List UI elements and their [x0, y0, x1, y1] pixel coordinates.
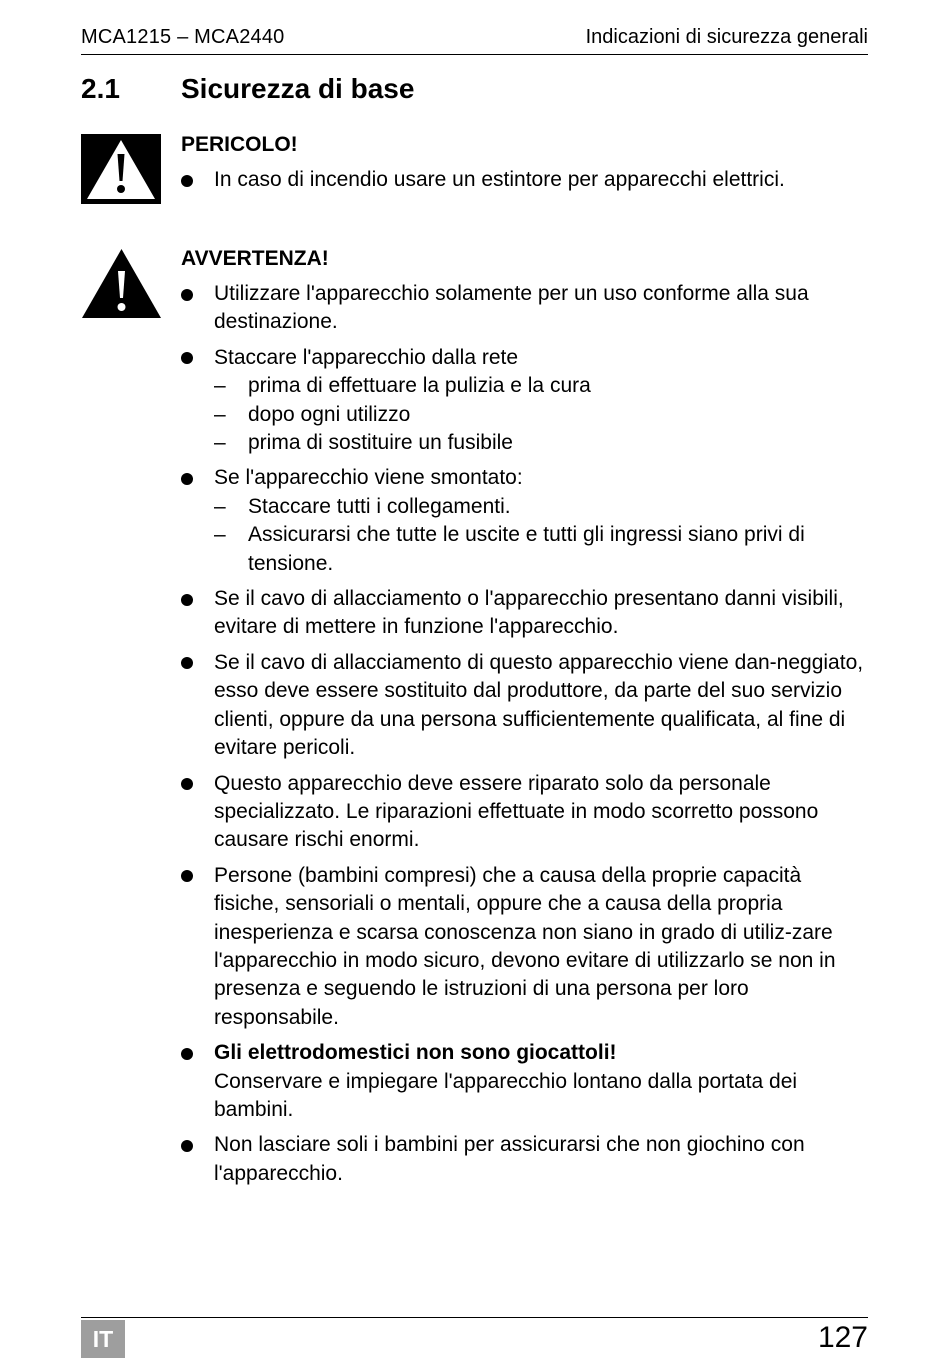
danger-notice: [181, 131, 868, 201]
warning-triangle-icon: [81, 247, 162, 319]
list-item: [181, 649, 868, 763]
page-number: 127: [817, 1321, 868, 1354]
header-chapter-title: Indicazioni di sicurezza generali: [585, 26, 868, 48]
section-number: 2.1: [81, 73, 120, 104]
item-text: Conservare e impiegare l'apparecchio lontano dalla portata dei bambini.: [214, 1069, 798, 1121]
list-item: [181, 1039, 868, 1124]
sub-list: [214, 372, 868, 457]
language-badge: IT: [81, 1320, 125, 1358]
bullet-dot-icon: [181, 352, 193, 364]
header-rule: [81, 54, 868, 55]
item-text: Se l'apparecchio viene smontato:: [214, 466, 523, 490]
footer-rule: [81, 1317, 868, 1318]
bullet-dot-icon: [181, 594, 193, 606]
sub-list: [214, 493, 868, 578]
warning-notice: [181, 245, 868, 1195]
header-product-range: MCA1215 – MCA2440: [81, 26, 285, 48]
warning-exclamation-icon: [81, 134, 161, 204]
dash-marker: –: [214, 494, 226, 518]
sub-item-text: Assicurarsi che tutte le uscite e tutti gli ingressi siano privi di tensione.: [248, 523, 805, 575]
danger-label: PERICOLO!: [181, 133, 298, 156]
item-text: Se il cavo di allacciamento di questo apparecchio viene dan-neggiato, esso deve essere sostituito dal produttore, da parte del suo servizio clienti, oppure da una persona sufficientemente qualificata, al fine di evitare pericoli.: [214, 650, 864, 760]
bullet-dot-icon: [181, 473, 193, 485]
item-text: Persone (bambini compresi) che a causa della proprie capacità fisiche, sensoriali o mentali, oppure che a causa della propria inesperienza e scarsa conoscenza non siano in grado di utiliz-zare l'apparecchio in modo sicuro, devono evitare di utilizzarlo se non in presenza e seguendo le istruzioni di una persona per loro responsabile.: [214, 863, 836, 1029]
dash-marker: –: [214, 431, 226, 455]
item-text: Se il cavo di allacciamento o l'apparecchio presentano danni visibili, evitare di mettere in funzione l'apparecchio.: [214, 587, 844, 639]
sub-item-text: Staccare tutti i collegamenti.: [248, 494, 511, 518]
bullet-dot-icon: [181, 289, 193, 301]
sub-item-text: dopo ogni utilizzo: [248, 402, 411, 426]
dash-marker: –: [214, 523, 226, 547]
warning-label: AVVERTENZA!: [181, 247, 329, 270]
bullet-dot-icon: [181, 1048, 193, 1060]
item-emphasis: Gli elettrodomestici non sono giocattoli!: [214, 1041, 617, 1065]
list-item: [181, 166, 868, 194]
warning-list: [181, 280, 868, 1188]
item-text: In caso di incendio usare un estintore per apparecchi elettrici.: [214, 168, 785, 191]
list-item: [181, 1131, 868, 1188]
bullet-dot-icon: [181, 175, 193, 187]
bullet-dot-icon: [181, 778, 193, 790]
bullet-dot-icon: [181, 1140, 193, 1152]
list-item: [181, 464, 868, 578]
list-item: [181, 344, 868, 458]
item-text: Questo apparecchio deve essere riparato solo da personale specializzato. Le riparazioni effettuate in modo scorretto possono causare rischi enormi.: [214, 771, 819, 852]
bullet-dot-icon: [181, 657, 193, 669]
item-text: Utilizzare l'apparecchio solamente per un uso conforme alla sua destinazione.: [214, 282, 809, 334]
danger-list: [181, 166, 868, 194]
sub-item-text: prima di effettuare la pulizia e la cura: [248, 374, 591, 398]
sub-list-item: [214, 493, 868, 521]
list-item: [181, 862, 868, 1032]
sub-list-item: [214, 521, 868, 578]
list-item: [181, 770, 868, 855]
sub-list-item: [214, 429, 868, 457]
list-item: [181, 280, 868, 337]
sub-list-item: [214, 372, 868, 400]
list-item: [181, 585, 868, 642]
bullet-dot-icon: [181, 870, 193, 882]
dash-marker: –: [214, 402, 226, 426]
item-text: Non lasciare soli i bambini per assicurarsi che non giochino con l'apparecchio.: [214, 1133, 805, 1185]
sub-list-item: [214, 401, 868, 429]
sub-item-text: prima di sostituire un fusibile: [248, 431, 513, 455]
dash-marker: –: [214, 374, 226, 398]
item-text: Staccare l'apparecchio dalla rete: [214, 345, 519, 369]
section-title: Sicurezza di base: [181, 73, 415, 104]
